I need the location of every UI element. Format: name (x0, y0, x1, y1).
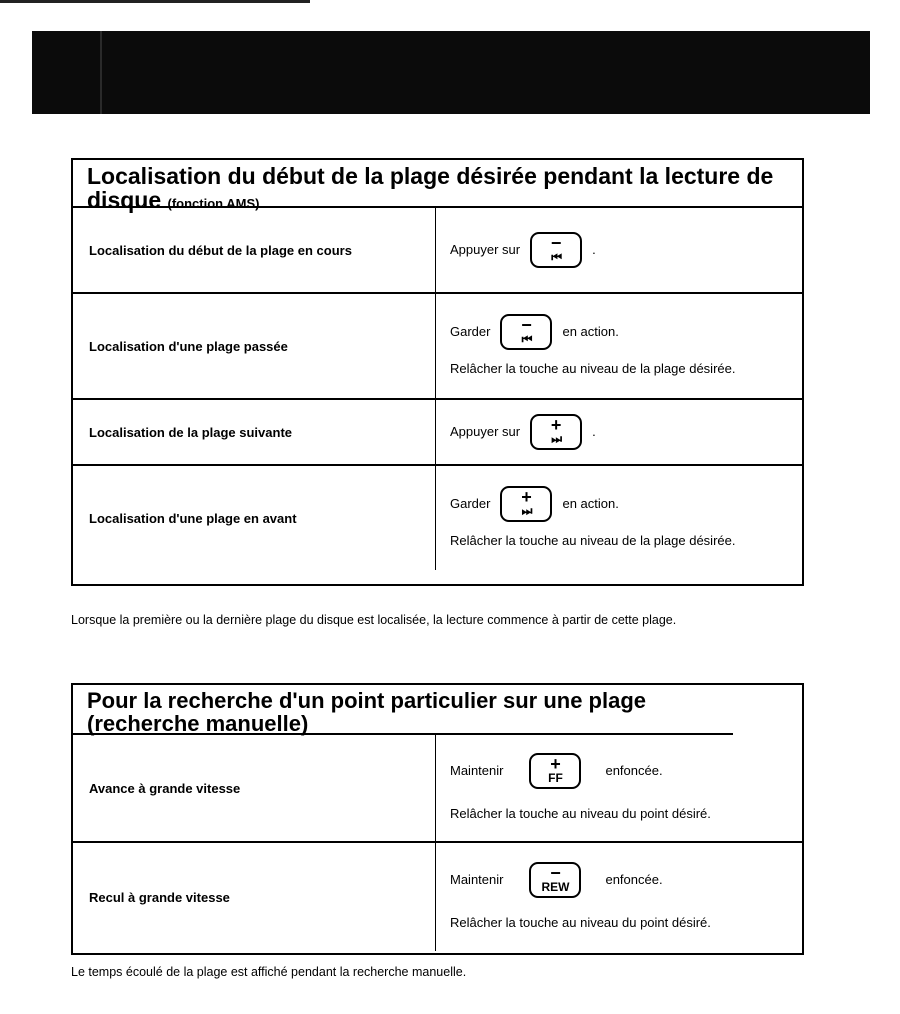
row-label: Localisation du début de la plage en cours (73, 208, 436, 292)
table-row (73, 292, 802, 398)
instruction-after: . (592, 242, 596, 257)
instruction-extra: Relâcher la touche au niveau de la plage désirée. (450, 361, 736, 376)
row-instruction (436, 466, 802, 570)
manual-search-section (71, 683, 804, 955)
next-track-key-icon (500, 486, 552, 522)
prev-track-key-icon (530, 232, 582, 268)
instruction-after: . (592, 424, 596, 439)
manual-search-title: Pour la recherche d'un point particulier sur une plage (recherche manuelle) (73, 685, 733, 735)
key-text: FF (548, 771, 563, 785)
instruction-before: Maintenir (450, 763, 504, 778)
row-label: Localisation d'une plage en avant (73, 466, 436, 570)
row-label: Recul à grande vitesse (73, 843, 436, 951)
rewind-key-icon (529, 862, 581, 898)
instruction-extra: Relâcher la touche au niveau de la plage désirée. (450, 533, 736, 548)
key-sign: + (550, 754, 561, 774)
instruction-before: Maintenir (450, 872, 504, 887)
ams-note: Lorsque la première ou la dernière plage du disque est localisée, la lecture commence à partir de cette plage. (71, 613, 677, 627)
key-sign: − (550, 233, 562, 253)
prev-track-key-icon (500, 314, 552, 350)
header-banner (32, 31, 870, 114)
manual-search-note: Le temps écoulé de la plage est affiché pendant la recherche manuelle. (71, 965, 467, 979)
row-label: Avance à grande vitesse (73, 735, 436, 841)
row-instruction (436, 400, 802, 464)
row-label: Localisation de la plage suivante (73, 400, 436, 464)
instruction-before: Appuyer sur (450, 424, 521, 439)
key-sign: − (521, 315, 532, 335)
row-instruction (436, 735, 802, 841)
key-text: REW (541, 880, 570, 894)
instruction-after: en action. (562, 496, 619, 511)
top-rule (0, 0, 310, 3)
instruction-before: Garder (450, 324, 491, 339)
row-instruction (436, 294, 802, 398)
ams-title-main: Localisation du début de la plage désirée pendant la lecture de disque (87, 163, 774, 213)
table-row (73, 208, 802, 292)
table-row (73, 841, 802, 951)
row-instruction (436, 843, 802, 951)
row-label: Localisation d'une plage passée (73, 294, 436, 398)
instruction-after: enfoncée. (605, 872, 663, 887)
key-sign: + (550, 415, 562, 435)
table-row (73, 398, 802, 464)
key-sign: − (550, 863, 561, 883)
ams-section-title (73, 160, 802, 213)
instruction-before: Garder (450, 496, 491, 511)
row-instruction (436, 208, 802, 292)
instruction-before: Appuyer sur (450, 242, 521, 257)
skip-back-icon: ⏮ (521, 332, 532, 346)
key-sign: + (521, 487, 532, 507)
ams-section (71, 158, 804, 586)
instruction-after: en action. (562, 324, 619, 339)
banner-divider (100, 31, 102, 114)
instruction-extra: Relâcher la touche au niveau du point désiré. (450, 806, 711, 821)
table-row (73, 735, 802, 841)
instruction-extra: Relâcher la touche au niveau du point désiré. (450, 915, 711, 930)
ams-title-small: (fonction AMS) (167, 196, 260, 211)
skip-back-icon: ⏮ (551, 250, 561, 264)
table-row (73, 464, 802, 570)
skip-forward-icon: ⏭ (521, 504, 532, 518)
skip-forward-icon: ⏭ (551, 432, 561, 446)
fast-forward-key-icon (529, 753, 581, 789)
instruction-after: enfoncée. (605, 763, 663, 778)
next-track-key-icon (530, 414, 582, 450)
